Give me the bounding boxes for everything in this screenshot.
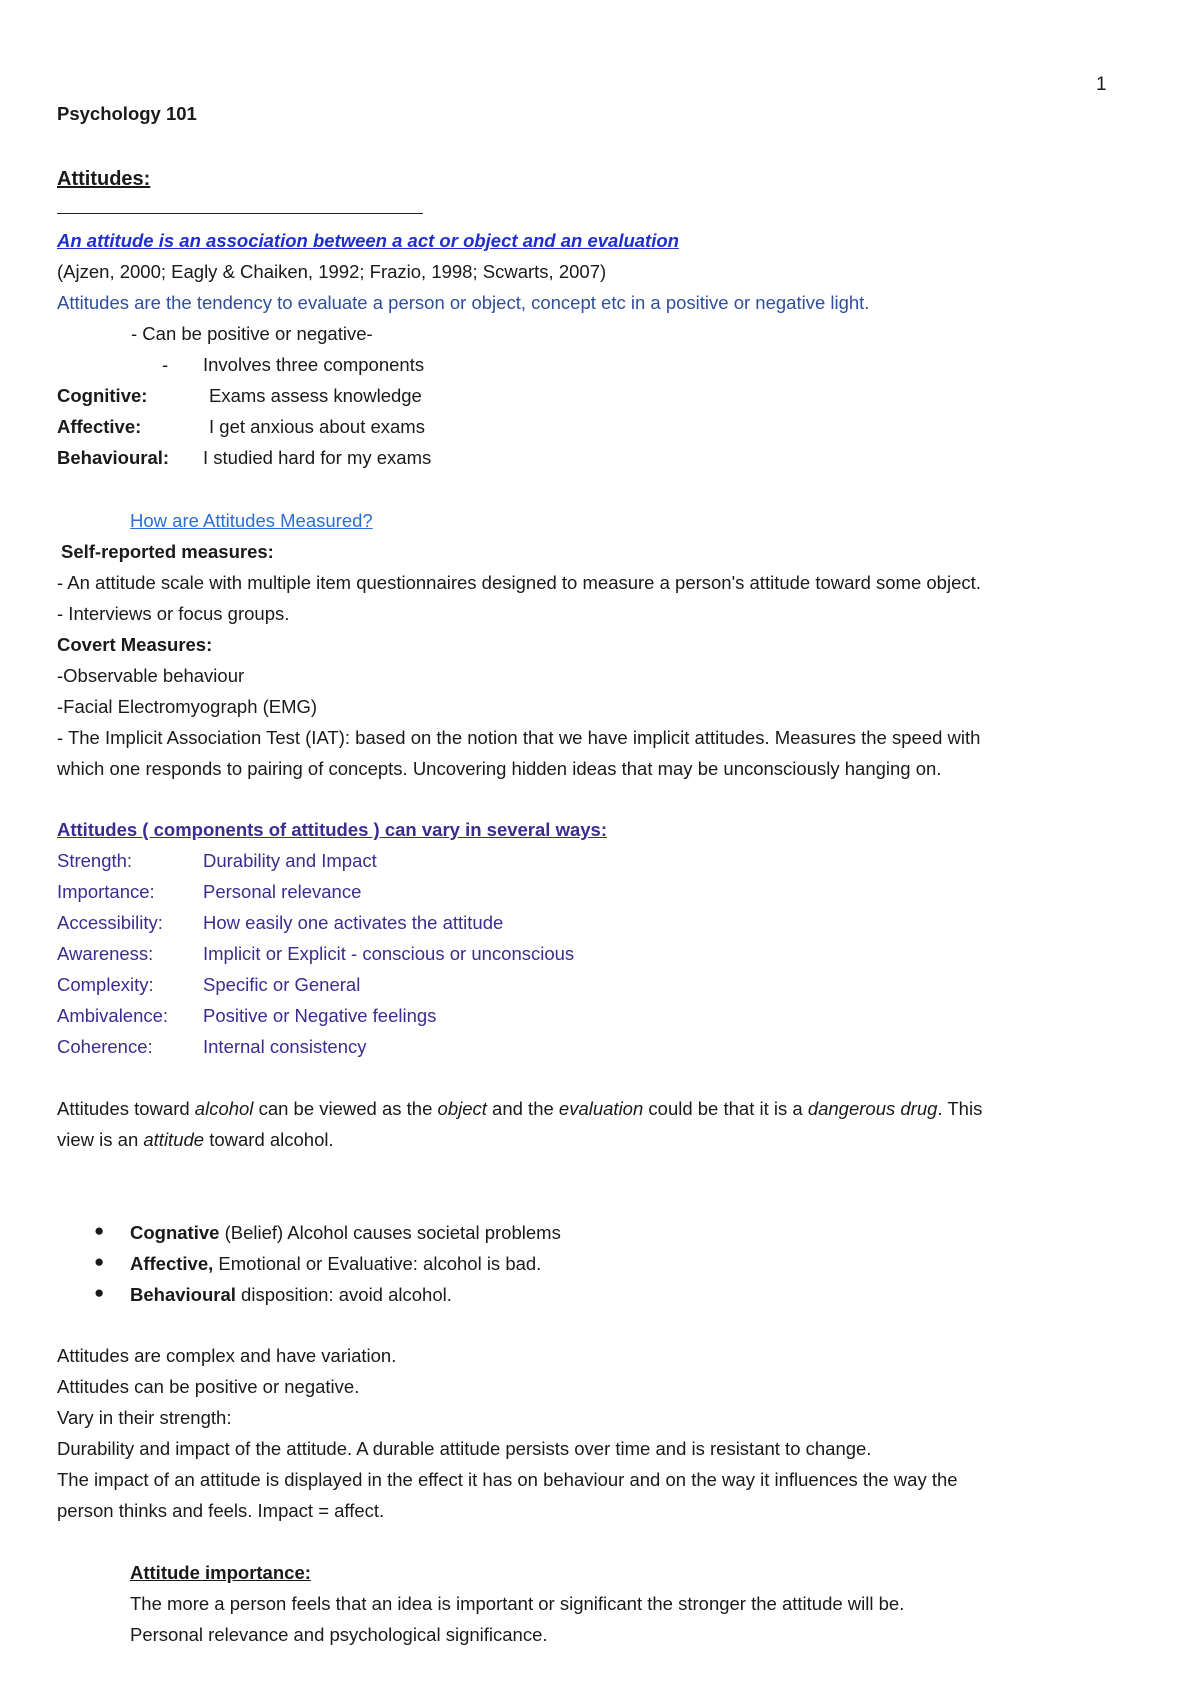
alcohol-paragraph-line-2 <box>57 1128 334 1152</box>
alcohol-paragraph-line-1 <box>57 1097 982 1121</box>
covert-item: - The Implicit Association Test (IAT): based on the notion that we have implicit attitudes. Measures the speed with <box>57 727 981 748</box>
vary-text: Personal relevance <box>203 881 362 902</box>
list-item <box>130 1221 561 1245</box>
bullet-bold: Affective, <box>130 1253 214 1274</box>
tendency-sentence: Attitudes are the tendency to evaluate a person or object, concept etc in a positive or negative light. <box>57 292 870 313</box>
bullet-icon: ● <box>94 1252 105 1271</box>
self-reported-item: - Interviews or focus groups. <box>57 603 290 624</box>
vary-row <box>57 973 360 997</box>
vary-row <box>57 849 377 873</box>
components-dash: - <box>162 354 169 375</box>
bullet-icon: ● <box>94 1283 105 1302</box>
vary-label: Importance: <box>57 881 155 902</box>
vary-label: Ambivalence: <box>57 1005 169 1026</box>
bullet-rest: Emotional or Evaluative: alcohol is bad. <box>213 1253 542 1274</box>
section-heading: Attitudes: <box>57 168 151 190</box>
bullet-rest: (Belief) Alcohol causes societal problems <box>219 1222 561 1243</box>
text-run: Attitudes toward <box>57 1098 195 1119</box>
component-label: Affective: <box>57 416 142 437</box>
importance-line: Personal relevance and psychological significance. <box>130 1624 548 1645</box>
component-text: I studied hard for my exams <box>203 447 432 468</box>
covert-item: -Facial Electromyograph (EMG) <box>57 696 318 717</box>
text-run: . This <box>937 1098 983 1119</box>
text-run: view is an <box>57 1129 144 1150</box>
bullet-bold: Cognative <box>130 1222 220 1243</box>
list-item <box>130 1283 452 1307</box>
text-run: can be viewed as the <box>253 1098 438 1119</box>
vary-text: Positive or Negative feelings <box>203 1005 437 1026</box>
page-number: 1 <box>1096 74 1107 95</box>
vary-label: Coherence: <box>57 1036 153 1057</box>
course-title: Psychology 101 <box>57 103 197 124</box>
vary-row <box>57 1004 436 1028</box>
bullet-icon: ● <box>94 1221 105 1240</box>
summary-line: Attitudes can be positive or negative. <box>57 1376 360 1397</box>
vary-text: Durability and Impact <box>203 850 377 871</box>
vary-row <box>57 880 361 904</box>
vary-text: How easily one activates the attitude <box>203 912 504 933</box>
vary-label: Strength: <box>57 850 133 871</box>
summary-line: Vary in their strength: <box>57 1407 232 1428</box>
vary-row <box>57 942 574 966</box>
list-item <box>130 1252 541 1276</box>
text-run: toward alcohol. <box>204 1129 334 1150</box>
italic-run: dangerous drug <box>807 1098 938 1119</box>
summary-line: Durability and impact of the attitude. A durable attitude persists over time and is resistant to change. <box>57 1438 872 1459</box>
importance-heading: Attitude importance: <box>130 1562 311 1583</box>
bullet-rest: disposition: avoid alcohol. <box>235 1284 452 1305</box>
positive-negative-note: - Can be positive or negative- <box>131 323 373 344</box>
summary-line: Attitudes are complex and have variation. <box>57 1345 397 1366</box>
component-label: Cognitive: <box>57 385 148 406</box>
text-run: and the <box>486 1098 559 1119</box>
component-row-cognitive <box>57 384 422 408</box>
covert-item: -Observable behaviour <box>57 665 245 686</box>
vary-text: Internal consistency <box>203 1036 367 1057</box>
definition-link[interactable]: An attitude is an association between a act or object and an evaluation <box>57 230 679 251</box>
components-note: Involves three components <box>203 354 425 375</box>
citations: (Ajzen, 2000; Eagly & Chaiken, 1992; Frazio, 1998; Scwarts, 2007) <box>57 261 607 282</box>
vary-label: Complexity: <box>57 974 154 995</box>
component-text: Exams assess knowledge <box>209 385 422 406</box>
covert-heading: Covert Measures: <box>57 634 213 655</box>
vary-text: Implicit or Explicit - conscious or unconscious <box>203 943 575 964</box>
italic-run: object <box>437 1098 487 1119</box>
summary-line: person thinks and feels. Impact = affect. <box>57 1500 385 1521</box>
vary-text: Specific or General <box>203 974 361 995</box>
vary-label: Accessibility: <box>57 912 163 933</box>
bullet-bold: Behavioural <box>130 1284 236 1305</box>
vary-row <box>57 911 503 935</box>
vary-heading: Attitudes ( components of attitudes ) can vary in several ways: <box>57 819 607 840</box>
component-row-behavioural <box>57 446 431 470</box>
italic-run: alcohol <box>194 1098 254 1119</box>
italic-run: evaluation <box>558 1098 644 1119</box>
self-reported-item: - An attitude scale with multiple item questionnaires designed to measure a person's attitude toward some object. <box>57 572 981 593</box>
component-text: I get anxious about exams <box>209 416 425 437</box>
heading-rule <box>57 213 423 214</box>
italic-run: attitude <box>143 1129 205 1150</box>
importance-line: The more a person feels that an idea is important or significant the stronger the attitude will be. <box>130 1593 905 1614</box>
component-label: Behavioural: <box>57 447 170 468</box>
self-reported-heading: Self-reported measures: <box>61 541 274 562</box>
covert-item: which one responds to pairing of concepts. Uncovering hidden ideas that may be unconsciously hanging on. <box>57 758 942 779</box>
vary-label: Awareness: <box>57 943 154 964</box>
measured-link[interactable]: How are Attitudes Measured? <box>130 510 373 531</box>
text-run: could be that it is a <box>643 1098 808 1119</box>
component-row-affective <box>57 415 425 439</box>
summary-line: The impact of an attitude is displayed in the effect it has on behaviour and on the way it influences the way the <box>57 1469 958 1490</box>
vary-row <box>57 1035 367 1059</box>
